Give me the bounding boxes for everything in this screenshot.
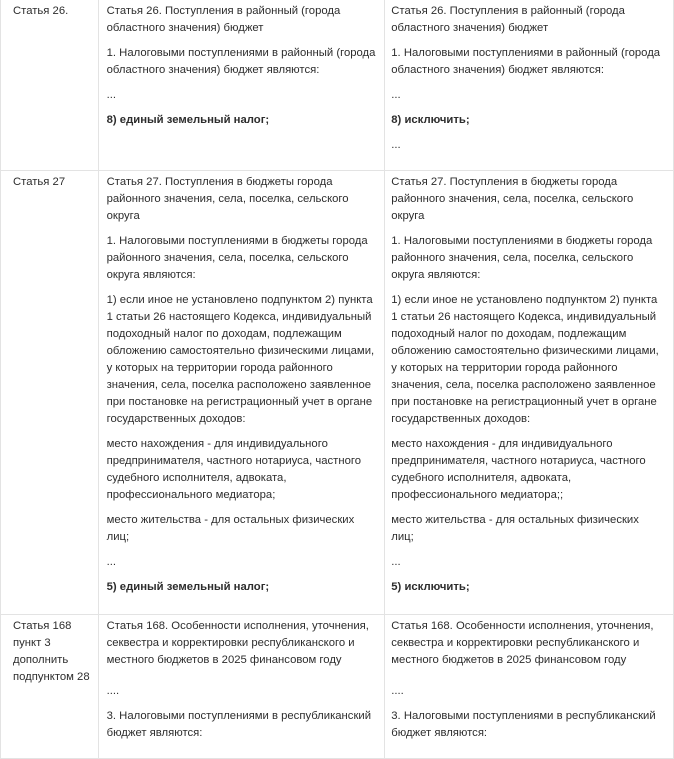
paragraph: место жительства - для остальных физических лиц; bbox=[391, 514, 639, 543]
paragraph: .... bbox=[391, 685, 404, 697]
table-row bbox=[1, 615, 674, 759]
paragraph: Статья 26. Поступления в районный (города областного значения) бюджет bbox=[106, 5, 341, 34]
paragraph-bold: 5) единый земельный налог; bbox=[106, 581, 270, 593]
paragraph: ... bbox=[391, 139, 401, 151]
proposed-text-cell bbox=[385, 615, 674, 759]
paragraph: Статья 168. Особенности исполнения, уточнения, секвестра и корректировки республиканского и местного бюджетов в 2025 финансовом году bbox=[391, 620, 654, 666]
table-row bbox=[1, 171, 674, 615]
paragraph: место нахождения - для индивидуального предпринимателя, частного нотариуса, частного судебного исполнителя, адвоката, профессионального медиатора;; bbox=[391, 438, 646, 501]
paragraph-bold: 5) исключить; bbox=[391, 581, 470, 593]
paragraph: 3. Налоговыми поступлениями в республиканский бюджет являются: bbox=[106, 710, 372, 739]
paragraph: 1. Налоговыми поступлениями в бюджеты города районного значения, села, поселка, сельского округа являются: bbox=[106, 235, 368, 281]
paragraph: .... bbox=[106, 685, 120, 697]
article-label: Статья 27 bbox=[13, 176, 66, 188]
paragraph-bold: 8) исключить; bbox=[391, 114, 470, 126]
proposed-text-cell bbox=[385, 171, 674, 615]
article-label: Статья 168 пункт 3 дополнить подпунктом 28 bbox=[13, 620, 90, 683]
paragraph: 1) если иное не установлено подпунктом 2) пункта 1 статьи 26 настоящего Кодекса, индивидуальный подоходный налог по доходам, подлежащим обложению самостоятельно физическими лицами, у которых на территории города районного значения, села, поселка расположено заявленное при постановке на регистрационный учет в органе государственных доходов: bbox=[106, 294, 375, 425]
current-text-cell bbox=[98, 615, 385, 759]
paragraph-bold: 8) единый земельный налог; bbox=[106, 114, 270, 126]
paragraph: Статья 27. Поступления в бюджеты города районного значения, села, поселка, сельского округа bbox=[391, 176, 634, 222]
table-row bbox=[1, 0, 674, 171]
paragraph: 3. Налоговыми поступлениями в республиканский бюджет являются: bbox=[391, 710, 656, 739]
proposed-text-cell bbox=[385, 0, 674, 171]
article-cell bbox=[1, 0, 99, 171]
paragraph: 1. Налоговыми поступлениями в бюджеты города районного значения, села, поселка, сельского округа являются: bbox=[391, 235, 653, 281]
paragraph: Статья 27. Поступления в бюджеты города районного значения, села, поселка, сельского округа bbox=[106, 176, 349, 222]
article-label: Статья 26. bbox=[13, 5, 69, 17]
paragraph: ... bbox=[391, 89, 401, 101]
current-text-cell bbox=[98, 171, 385, 615]
current-text-cell bbox=[98, 0, 385, 171]
paragraph: 1. Налоговыми поступлениями в районный (города областного значения) бюджет являются: bbox=[106, 47, 376, 76]
paragraph: 1) если иное не установлено подпунктом 2) пункта 1 статьи 26 настоящего Кодекса, индивидуальный подоходный налог по доходам, подлежащим обложению самостоятельно физическими лицами, у которых на территории города районного значения, села, поселка расположено заявленное при постановке на регистрационный учет в органе государственных доходов: bbox=[391, 294, 659, 425]
paragraph: место нахождения - для индивидуального предпринимателя, частного нотариуса, частного судебного исполнителя, адвоката, профессионального медиатора; bbox=[106, 438, 362, 501]
paragraph: ... bbox=[106, 89, 117, 101]
paragraph: место жительства - для остальных физических лиц; bbox=[106, 514, 355, 543]
paragraph: 1. Налоговыми поступлениями в районный (города областного значения) бюджет являются: bbox=[391, 47, 661, 76]
paragraph: Статья 168. Особенности исполнения, уточнения, секвестра и корректировки республиканского и местного бюджетов в 2025 финансовом году bbox=[106, 620, 369, 666]
paragraph: ... bbox=[106, 556, 117, 568]
article-cell bbox=[1, 615, 99, 759]
paragraph: Статья 26. Поступления в районный (города областного значения) бюджет bbox=[391, 5, 625, 34]
article-cell bbox=[1, 171, 99, 615]
paragraph: ... bbox=[391, 556, 401, 568]
